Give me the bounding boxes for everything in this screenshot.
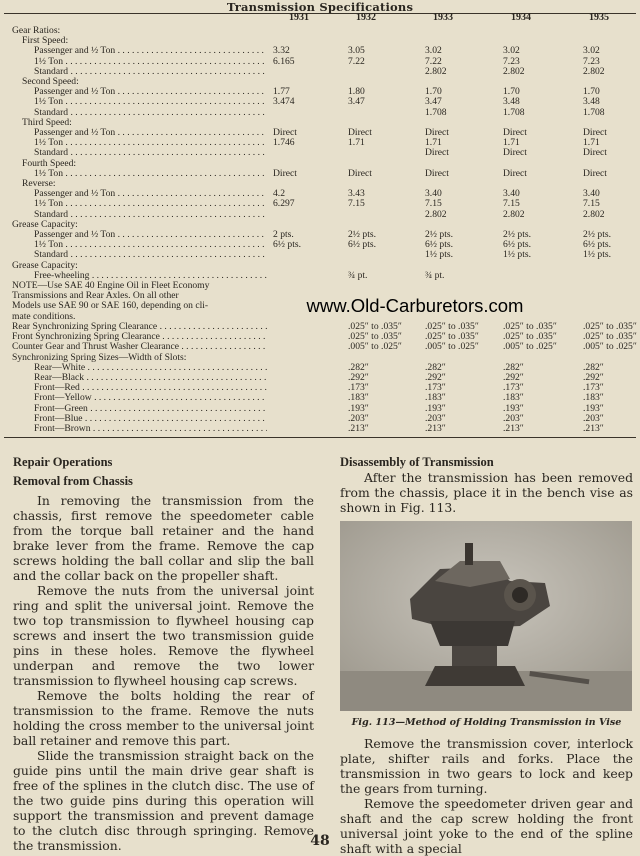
value-cell: 1.708: [583, 107, 605, 118]
value-cell: Direct: [425, 148, 449, 159]
slot-row: [12, 424, 638, 434]
value-cell: [267, 424, 342, 434]
value-cell: .005″ to .025″: [425, 342, 479, 353]
value-cell: .005″ to .025″: [348, 342, 402, 353]
row-label: Reverse:: [22, 179, 56, 190]
spec-table: [12, 13, 638, 434]
value-cell: [342, 159, 419, 169]
slot-body: [12, 353, 638, 435]
value-cell: [577, 159, 638, 169]
year-header: 1933: [433, 13, 453, 23]
value-cell: .173″: [503, 383, 524, 394]
transmission-vise-photo: [340, 521, 632, 711]
value-cell: .213″: [503, 423, 524, 434]
value-cell: [267, 250, 342, 260]
value-cell: [419, 261, 497, 271]
value-cell: [577, 220, 638, 230]
spec-row: [12, 77, 638, 87]
value-cell: 1½ pts.: [503, 250, 531, 261]
value-cell: [497, 26, 577, 36]
value-cell: [497, 159, 577, 169]
value-cell: 1.80: [348, 87, 365, 98]
value-cell: [497, 261, 577, 271]
value-cell: 3.474: [273, 97, 295, 108]
row-label: Front Synchronizing Spring Clearance . . .: [12, 332, 267, 342]
value-cell: 3.02: [503, 46, 520, 57]
value-cell: [267, 404, 342, 414]
row-label: Standard . . .: [12, 108, 267, 118]
value-cell: .183″: [583, 393, 604, 404]
value-cell: 1.71: [583, 138, 600, 149]
value-cell: 2.802: [583, 209, 605, 220]
slot-header-row: [12, 353, 638, 363]
value-cell: 2.802: [503, 209, 525, 220]
value-cell: [267, 342, 342, 352]
value-cell: 1½ pts.: [425, 250, 453, 261]
value-cell: 1.71: [348, 138, 365, 149]
spec-row: [12, 271, 638, 281]
spec-row: [12, 118, 638, 128]
spec-row: [12, 87, 638, 97]
spec-row: [12, 148, 638, 158]
value-cell: [419, 159, 497, 169]
row-label: Grease Capacity:: [12, 219, 78, 230]
row-label: 1½ Ton . . .: [12, 57, 267, 67]
value-cell: 2.802: [425, 66, 447, 77]
value-cell: 7.23: [503, 56, 520, 67]
row-label: Standard . . .: [12, 148, 267, 158]
spec-row: [12, 128, 638, 138]
value-cell: 3.47: [348, 97, 365, 108]
spec-row: [12, 189, 638, 199]
value-cell: 2.802: [425, 209, 447, 220]
value-cell: [267, 373, 342, 383]
row-label: Second Speed:: [22, 77, 79, 88]
clearance-body: [12, 322, 638, 353]
value-cell: 1.71: [503, 138, 520, 149]
value-cell: 6½ pts.: [273, 240, 301, 251]
value-cell: [267, 322, 342, 332]
value-cell: .203″: [583, 413, 604, 424]
value-cell: [419, 179, 497, 189]
clearance-row: [12, 342, 638, 352]
value-cell: .292″: [348, 372, 369, 383]
spec-row: [12, 138, 638, 148]
value-cell: .183″: [348, 393, 369, 404]
value-cell: [267, 271, 342, 281]
value-cell: 2.802: [583, 66, 605, 77]
transmission-vise-illustration: [340, 521, 632, 711]
year-header: 1934: [511, 13, 531, 23]
paragraph: Remove the speedometer driven gear and shaft and the cap screw holding the front universal joint yoke to the end of the spline shaft with a special: [340, 796, 633, 856]
value-cell: 6½ pts.: [583, 240, 611, 251]
row-label: First Speed:: [22, 36, 69, 47]
value-cell: Direct: [425, 128, 449, 139]
value-cell: [497, 36, 577, 46]
slot-row: [12, 363, 638, 373]
value-cell: .193″: [583, 403, 604, 414]
value-cell: 6½ pts.: [348, 240, 376, 251]
value-cell: .193″: [348, 403, 369, 414]
spec-row: [12, 261, 638, 271]
value-cell: [497, 77, 577, 87]
section-heading: Repair Operations: [13, 455, 113, 469]
spec-row: [12, 210, 638, 220]
value-cell: 7.15: [425, 199, 442, 210]
row-label: 1½ Ton . . .: [12, 199, 267, 209]
value-cell: [267, 414, 342, 424]
spec-body: [12, 26, 638, 281]
right-column: [340, 455, 633, 856]
row-label: Fourth Speed:: [22, 158, 77, 169]
value-cell: .025″ to .035″: [503, 332, 557, 343]
value-cell: [577, 261, 638, 271]
year-header: 1932: [356, 13, 376, 23]
value-cell: [267, 148, 342, 158]
value-cell: .005″ to .025″: [583, 342, 637, 353]
value-cell: .203″: [425, 413, 446, 424]
row-label: 1½ Ton . . .: [12, 97, 267, 107]
value-cell: Direct: [503, 148, 527, 159]
spec-row: [12, 36, 638, 46]
value-cell: .193″: [503, 403, 524, 414]
value-cell: [342, 77, 419, 87]
section-subheading: Removal from Chassis: [13, 474, 133, 488]
slot-row: [12, 383, 638, 393]
slot-row: [12, 414, 638, 424]
row-label: Standard . . .: [12, 67, 267, 77]
value-cell: .282″: [503, 362, 524, 373]
value-cell: ¾ pt.: [425, 270, 445, 281]
paragraph: In removing the transmission from the chassis, first remove the speedometer cable from the torque ball retainer and the hand brake lever from the frame. Remove the cap screws holding the ball collar and slip the ball and the collar back on the propeller shaft.: [13, 493, 314, 583]
value-cell: [267, 67, 342, 77]
value-cell: .025″ to .035″: [425, 321, 479, 332]
note-line: Models use SAE 90 or SAE 160, depending on cli-: [12, 301, 209, 312]
value-cell: 4.2: [273, 189, 285, 200]
value-cell: .282″: [583, 362, 604, 373]
row-label: Front—Red . . .: [12, 383, 267, 393]
value-cell: [577, 118, 638, 128]
figure-caption: Fig. 113—Method of Holding Transmission in Vise: [351, 717, 622, 728]
value-cell: 6.297: [273, 199, 295, 210]
value-cell: [267, 210, 342, 220]
value-cell: Direct: [583, 148, 607, 159]
row-label: Rear—White . . .: [12, 363, 267, 373]
value-cell: 7.15: [583, 199, 600, 210]
row-label: Third Speed:: [22, 117, 72, 128]
value-cell: 1.70: [583, 87, 600, 98]
row-label: Standard . . .: [12, 210, 267, 220]
value-cell: .025″ to .035″: [348, 321, 402, 332]
value-cell: [342, 26, 419, 36]
value-cell: 7.22: [425, 56, 442, 67]
value-cell: .183″: [425, 393, 446, 404]
value-cell: 1.746: [273, 138, 295, 149]
spec-row: [12, 46, 638, 56]
spec-row: [12, 220, 638, 230]
value-cell: [267, 261, 342, 271]
value-cell: [577, 271, 638, 281]
value-cell: [342, 108, 419, 118]
value-cell: 7.15: [503, 199, 520, 210]
spec-row: [12, 97, 638, 107]
value-cell: .282″: [425, 362, 446, 373]
value-cell: .193″: [425, 403, 446, 414]
spec-row: [12, 67, 638, 77]
value-cell: Direct: [348, 168, 372, 179]
slot-header: Synchronizing Spring Sizes—Width of Slots:: [12, 352, 187, 363]
value-cell: 7.15: [348, 199, 365, 210]
value-cell: 1.708: [503, 107, 525, 118]
row-label: Rear—Black . . .: [12, 373, 267, 383]
value-cell: 2.802: [503, 66, 525, 77]
value-cell: [342, 148, 419, 158]
value-cell: 3.48: [583, 97, 600, 108]
value-cell: [419, 118, 497, 128]
row-label: Passenger and ½ Ton . . .: [12, 128, 267, 138]
value-cell: [267, 159, 342, 169]
paragraph: Remove the nuts from the universal joint ring and split the universal joint. Remove the two top transmission to flywheel housing cap screws and insert the two transmission guide pins in these holes. Remove the flywheel underpan and remove the two lower transmission to flywheel housing cap screws.: [13, 583, 314, 688]
value-cell: 3.47: [425, 97, 442, 108]
spec-row: [12, 179, 638, 189]
value-cell: 6½ pts.: [503, 240, 531, 251]
value-cell: 3.02: [425, 46, 442, 57]
value-cell: Direct: [583, 168, 607, 179]
row-label: Counter Gear and Thrust Washer Clearance . . .: [12, 342, 267, 352]
value-cell: Direct: [503, 168, 527, 179]
value-cell: [267, 108, 342, 118]
value-cell: [577, 26, 638, 36]
paragraph: Remove the bolts holding the rear of transmission to the frame. Remove the nuts holding the cross member to the universal joint ball retainer and remove this part.: [13, 688, 314, 748]
value-cell: [267, 383, 342, 393]
value-cell: 7.23: [583, 56, 600, 67]
slot-row: [12, 373, 638, 383]
value-cell: [267, 36, 342, 46]
value-cell: [497, 220, 577, 230]
row-label: Gear Ratios:: [12, 26, 61, 36]
year-header-row: [12, 13, 638, 26]
value-cell: .213″: [425, 423, 446, 434]
row-label: Front—Blue . . .: [12, 414, 267, 424]
value-cell: 2½ pts.: [425, 230, 453, 241]
value-cell: .025″ to .035″: [425, 332, 479, 343]
value-cell: 2 pts.: [273, 230, 294, 241]
value-cell: .025″ to .035″: [583, 321, 637, 332]
clearance-row: [12, 322, 638, 332]
value-cell: ¾ pt.: [348, 270, 368, 281]
row-label: Front—Green . . .: [12, 404, 267, 414]
spec-row: [12, 26, 638, 36]
slot-row: [12, 404, 638, 414]
value-cell: [267, 179, 342, 189]
value-cell: [342, 220, 419, 230]
row-label: Free-wheeling . . .: [12, 271, 267, 281]
watermark: www.Old-Carburetors.com: [306, 295, 524, 316]
value-cell: 6.165: [273, 56, 295, 67]
slot-row: [12, 393, 638, 403]
left-column: [13, 455, 314, 853]
page-number: 48: [310, 833, 330, 849]
value-cell: 3.40: [425, 189, 442, 200]
value-cell: [419, 77, 497, 87]
value-cell: 2½ pts.: [503, 230, 531, 241]
value-cell: [267, 393, 342, 403]
value-cell: .213″: [583, 423, 604, 434]
value-cell: [419, 26, 497, 36]
value-cell: [497, 179, 577, 189]
value-cell: 1½ pts.: [583, 250, 611, 261]
paragraph: After the transmission has been removed from the chassis, place it in the bench vise as shown in Fig. 113.: [340, 470, 633, 515]
spec-row: [12, 199, 638, 209]
value-cell: [577, 77, 638, 87]
value-cell: [342, 67, 419, 77]
year-header: 1931: [289, 13, 309, 23]
value-cell: [577, 179, 638, 189]
paragraph: Slide the transmission straight back on the guide pins until the main drive gear shaft is free of the splines in the clutch disc. The use of the two guide pins during this operation will support the transmission and prevent damage to the clutch disc through springing. Remove the transmission.: [13, 748, 314, 853]
value-cell: [267, 26, 342, 36]
spec-row: [12, 250, 638, 260]
value-cell: 1.70: [503, 87, 520, 98]
value-cell: [497, 118, 577, 128]
value-cell: .292″: [503, 372, 524, 383]
year-header: 1935: [589, 13, 609, 23]
value-cell: 1.708: [425, 107, 447, 118]
page-title: Transmission Specifications: [226, 0, 414, 14]
spec-row: [12, 108, 638, 118]
value-cell: [267, 118, 342, 128]
row-label: Standard . . .: [12, 250, 267, 260]
value-cell: [577, 36, 638, 46]
row-label: Passenger and ½ Ton . . .: [12, 87, 267, 97]
clearance-row: [12, 332, 638, 342]
spec-row: [12, 240, 638, 250]
row-label: 1½ Ton . . .: [12, 169, 267, 179]
section-heading: Disassembly of Transmission: [340, 455, 494, 469]
value-cell: .173″: [583, 383, 604, 394]
row-label: Rear Synchronizing Spring Clearance . . .: [12, 322, 267, 332]
value-cell: [419, 220, 497, 230]
value-cell: .282″: [348, 362, 369, 373]
value-cell: [267, 332, 342, 342]
value-cell: Direct: [348, 128, 372, 139]
row-label: Passenger and ½ Ton . . .: [12, 230, 267, 240]
value-cell: Direct: [273, 128, 297, 139]
value-cell: [342, 250, 419, 260]
value-cell: .025″ to .035″: [503, 321, 557, 332]
value-cell: .025″ to .035″: [583, 332, 637, 343]
value-cell: 7.22: [348, 56, 365, 67]
value-cell: [342, 179, 419, 189]
value-cell: .005″ to .025″: [503, 342, 557, 353]
value-cell: [342, 210, 419, 220]
value-cell: .203″: [503, 413, 524, 424]
value-cell: [342, 261, 419, 271]
spec-row: [12, 230, 638, 240]
value-cell: .203″: [348, 413, 369, 424]
value-cell: 2½ pts.: [348, 230, 376, 241]
value-cell: 3.48: [503, 97, 520, 108]
value-cell: 3.43: [348, 189, 365, 200]
value-cell: .292″: [425, 372, 446, 383]
value-cell: [267, 363, 342, 373]
value-cell: [267, 220, 342, 230]
row-label: 1½ Ton . . .: [12, 240, 267, 250]
note-line: Transmissions and Rear Axles. On all other: [12, 291, 179, 302]
value-cell: 6½ pts.: [425, 240, 453, 251]
value-cell: .183″: [503, 393, 524, 404]
value-cell: [342, 118, 419, 128]
value-cell: 2½ pts.: [583, 230, 611, 241]
spec-row: [12, 57, 638, 67]
value-cell: Direct: [425, 168, 449, 179]
row-label: Grease Capacity:: [12, 260, 78, 271]
bottom-rule: [4, 437, 636, 438]
value-cell: .025″ to .035″: [348, 332, 402, 343]
spec-row: [12, 159, 638, 169]
value-cell: .173″: [425, 383, 446, 394]
value-cell: Direct: [273, 168, 297, 179]
value-cell: Direct: [583, 128, 607, 139]
value-cell: [419, 36, 497, 46]
value-cell: .173″: [348, 383, 369, 394]
note-row: [12, 281, 638, 291]
row-label: Front—Yellow . . .: [12, 393, 267, 403]
value-cell: Direct: [503, 128, 527, 139]
value-cell: 1.70: [425, 87, 442, 98]
note-line: NOTE—Use SAE 40 Engine Oil in Fleet Economy: [12, 281, 210, 292]
value-cell: 1.71: [425, 138, 442, 149]
value-cell: 3.32: [273, 46, 290, 57]
value-cell: 3.40: [583, 189, 600, 200]
row-label: 1½ Ton . . .: [12, 138, 267, 148]
value-cell: [497, 271, 577, 281]
value-cell: 1.77: [273, 87, 290, 98]
paragraph: Remove the transmission cover, interlock plate, shifter rails and forks. Place the transmission in two gears to lock and keep the gears from turning.: [340, 736, 633, 796]
value-cell: [267, 77, 342, 87]
spec-row: [12, 169, 638, 179]
value-cell: 3.40: [503, 189, 520, 200]
value-cell: 3.05: [348, 46, 365, 57]
value-cell: [342, 36, 419, 46]
value-cell: .213″: [348, 423, 369, 434]
row-label: Passenger and ½ Ton . . .: [12, 189, 267, 199]
row-label: Passenger and ½ Ton . . .: [12, 46, 267, 56]
value-cell: .292″: [583, 372, 604, 383]
row-label: Front—Brown . . .: [12, 424, 267, 434]
note-line: mate conditions.: [12, 311, 76, 322]
value-cell: 3.02: [583, 46, 600, 57]
